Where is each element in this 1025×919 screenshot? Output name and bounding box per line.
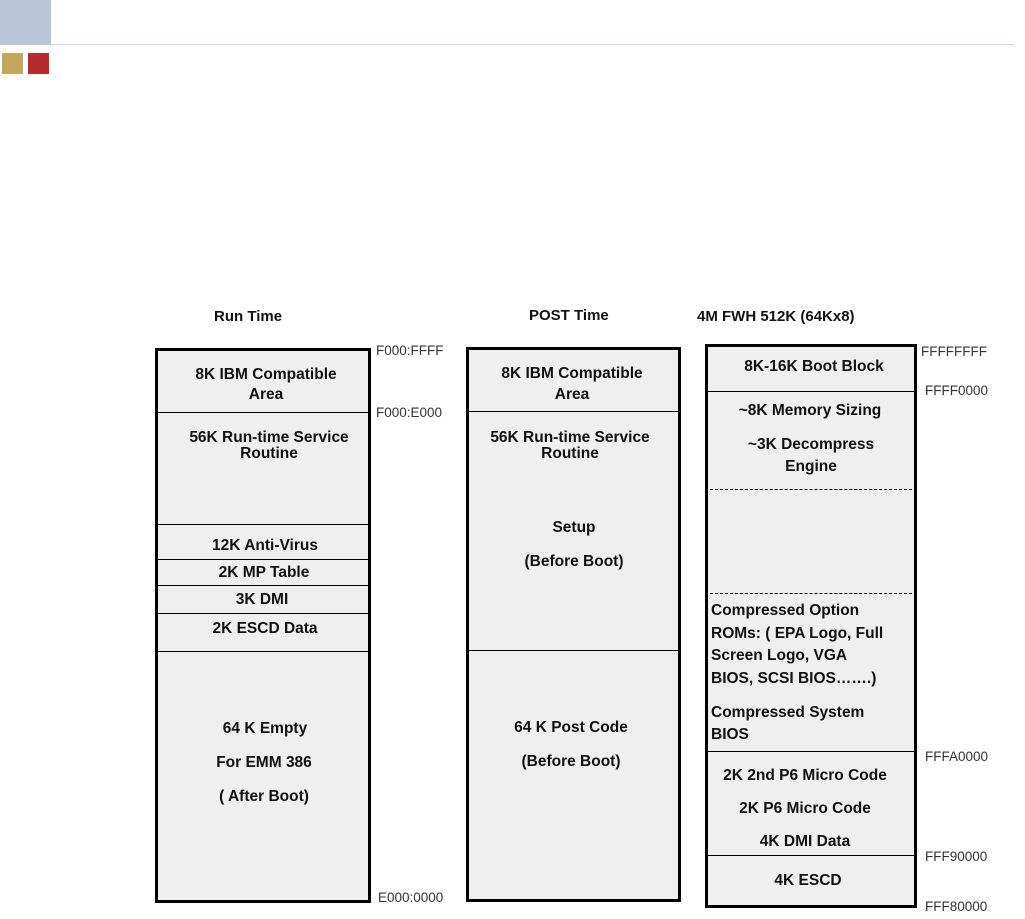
rt-runtime-service-line1: 56K Run-time Service	[189, 429, 349, 446]
address-fff90000: FFF90000	[925, 849, 988, 864]
rt-runtime-service-line2: Routine	[240, 445, 298, 462]
run-time-divider	[155, 613, 371, 614]
run-time-divider	[155, 412, 371, 413]
address-e000-0000: E000:0000	[378, 890, 444, 905]
fwh-decompress-line1: ~3K Decompress	[747, 436, 875, 453]
pt-post-code: 64 K Post Code	[514, 719, 628, 736]
fwh-divider	[705, 855, 917, 856]
fwh-system-bios-line2: BIOS	[711, 726, 749, 743]
fwh-boot-block: 8K-16K Boot Block	[744, 358, 884, 375]
header-blue-block	[0, 0, 51, 45]
run-time-divider	[155, 559, 371, 560]
pt-setup: Setup	[552, 519, 596, 536]
fwh-decompress-line2: Engine	[785, 458, 837, 475]
rt-escd-data: 2K ESCD Data	[212, 620, 318, 637]
address-fff80000: FFF80000	[925, 899, 988, 914]
address-f000-ffff: F000:FFFF	[376, 343, 444, 358]
run-time-divider	[155, 585, 371, 586]
rt-dmi: 3K DMI	[235, 591, 289, 608]
rt-ibm-area-line1: 8K IBM Compatible	[195, 366, 337, 383]
fwh-option-roms-line3: Screen Logo, VGA	[711, 647, 848, 664]
fwh-option-roms-line4: BIOS, SCSI BIOS…….)	[711, 670, 877, 687]
run-time-divider	[155, 651, 371, 652]
pt-setup-before-boot: (Before Boot)	[524, 553, 624, 570]
pt-post-code-before-boot: (Before Boot)	[521, 753, 621, 770]
header-gold-square	[2, 53, 23, 74]
pt-runtime-service-line2: Routine	[541, 445, 599, 462]
address-ffffffff: FFFFFFFF	[921, 344, 987, 359]
fwh-system-bios-line1: Compressed System	[711, 704, 865, 721]
fwh-2nd-p6-microcode: 2K 2nd P6 Micro Code	[723, 767, 887, 784]
fwh-dashed-divider	[705, 593, 917, 594]
rt-empty-line2: For EMM 386	[216, 754, 312, 771]
fwh-dashed-divider	[705, 489, 917, 490]
fwh-dmi-data: 4K DMI Data	[759, 833, 851, 850]
rt-empty-line1: 64 K Empty	[222, 720, 308, 737]
fwh-option-roms-line2: ROMs: ( EPA Logo, Full	[711, 625, 884, 642]
pt-runtime-service-line1: 56K Run-time Service	[490, 429, 650, 446]
pt-ibm-area-line2: Area	[554, 386, 590, 403]
header-rule	[51, 44, 1014, 45]
fwh-option-roms-line1: Compressed Option	[711, 602, 860, 619]
run-time-title: Run Time	[214, 308, 283, 325]
address-fffa0000: FFFA0000	[925, 749, 989, 764]
fwh-divider	[705, 391, 917, 392]
fwh-p6-microcode: 2K P6 Micro Code	[739, 800, 871, 817]
fwh-divider	[705, 751, 917, 752]
rt-anti-virus: 12K Anti-Virus	[212, 537, 318, 554]
post-time-title: POST Time	[529, 307, 609, 324]
post-time-divider	[466, 650, 681, 651]
post-time-divider	[466, 411, 681, 412]
fwh-escd: 4K ESCD	[774, 872, 842, 889]
fwh-title: 4M FWH 512K (64Kx8)	[697, 308, 855, 325]
run-time-divider	[155, 524, 371, 525]
rt-mp-table: 2K MP Table	[218, 564, 310, 581]
pt-ibm-area-line1: 8K IBM Compatible	[501, 365, 643, 382]
address-f000-e000: F000:E000	[376, 405, 443, 420]
fwh-memory-sizing: ~8K Memory Sizing	[738, 402, 882, 419]
rt-ibm-area-line2: Area	[248, 386, 284, 403]
address-ffff0000: FFFF0000	[925, 383, 989, 398]
rt-empty-line3: ( After Boot)	[219, 788, 309, 805]
header-red-square	[28, 53, 49, 74]
